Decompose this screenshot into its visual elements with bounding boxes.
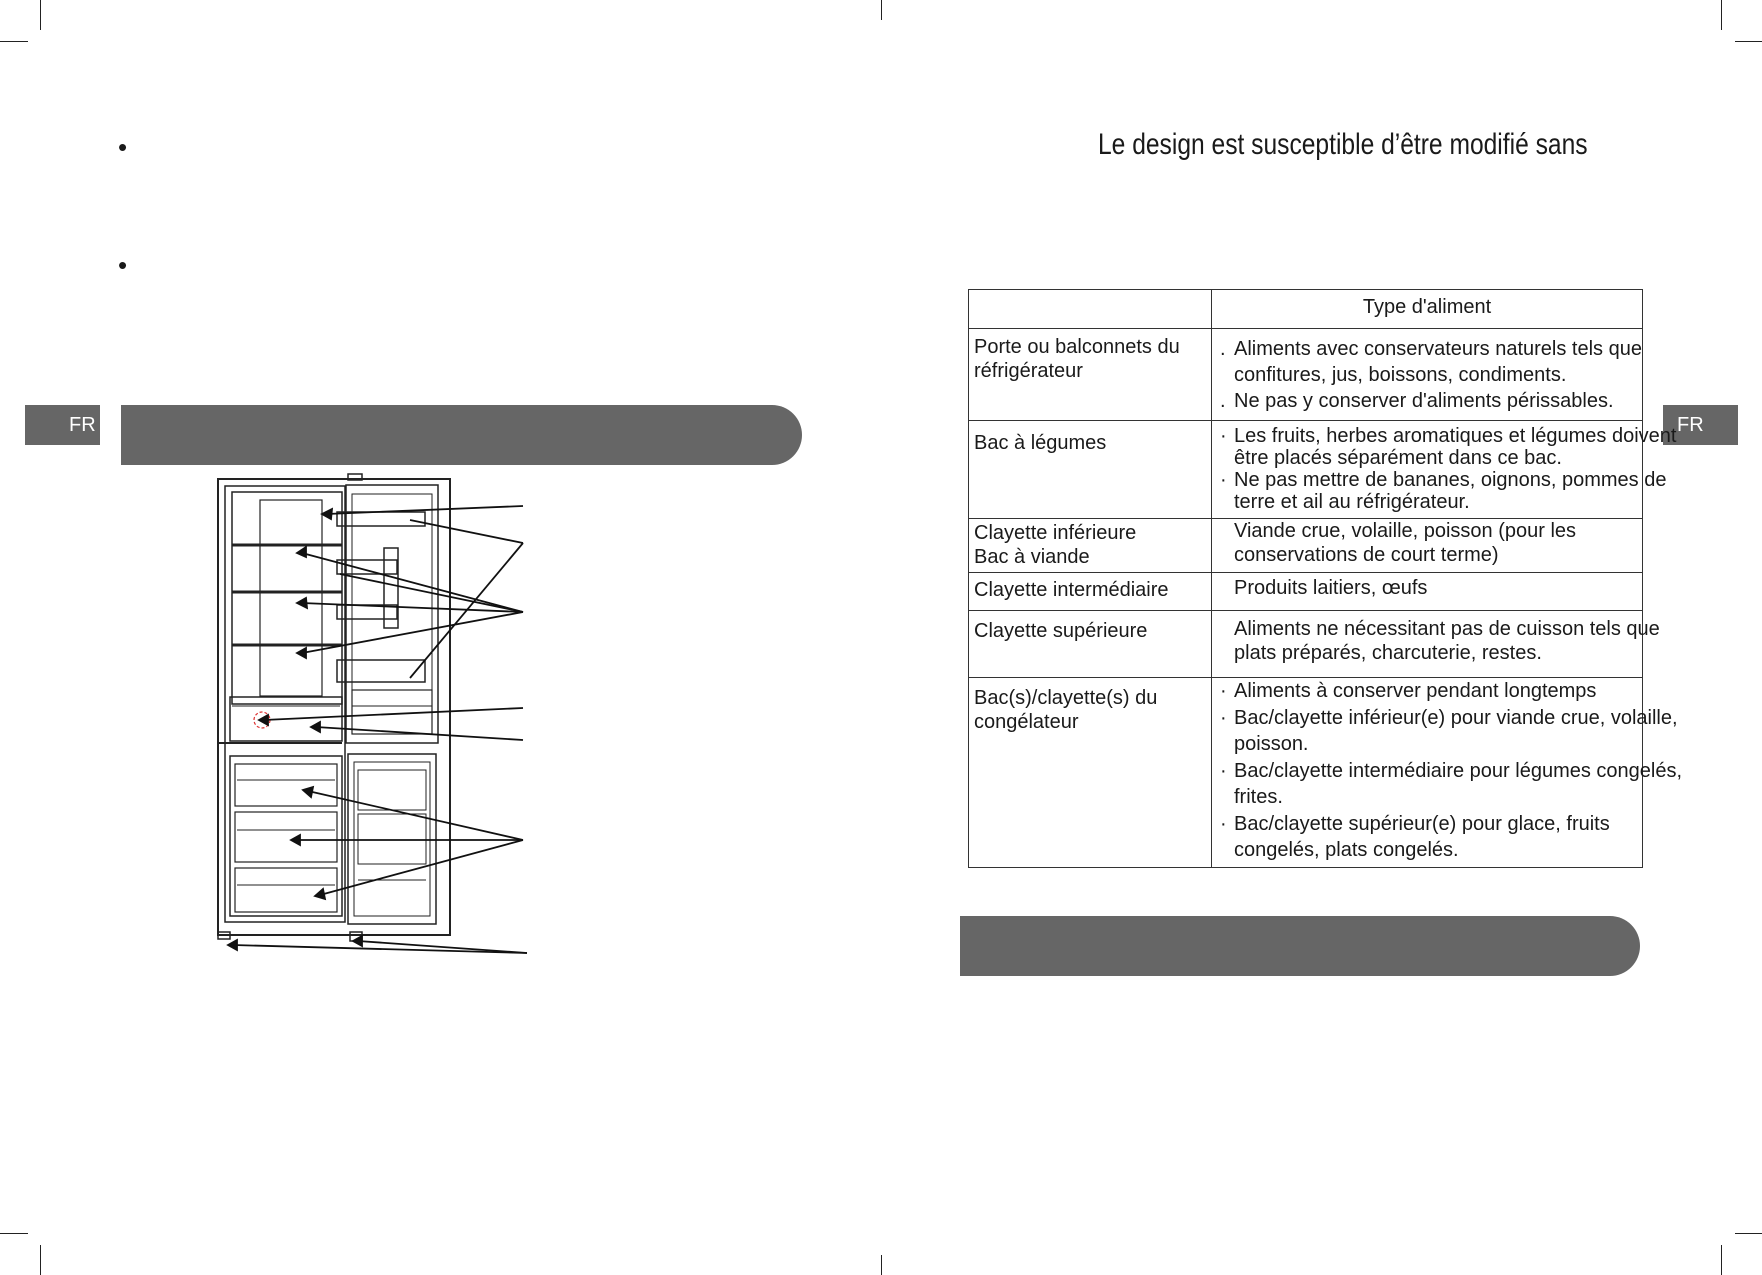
table-row: [969, 421, 1643, 519]
bullet-marker: •: [118, 250, 128, 280]
food-type: · Aliments à conserver pendant longtemps · Bac/clayette inférieur(e) pour viande crue, volaille, poisson. · Bac/clayette intermédiaire pour légumes congelés, frites. · Bac/clayette supérieur(e) pour glace, fruits congelés, plats congelés.: [1212, 678, 1643, 868]
food-type: . Aliments avec conservateurs naturels tels que confitures, jus, boissons, condiments. . Ne pas y conserver d'aliments périssables.: [1212, 329, 1643, 421]
language-tab-left: FR: [25, 405, 100, 445]
table-row: [969, 611, 1643, 678]
design-change-notice: Le design est susceptible d’être modifié sans: [1098, 128, 1588, 161]
storage-location: Clayette inférieure Bac à viande: [969, 519, 1212, 573]
food-type: Produits laitiers, œufs: [1212, 573, 1643, 611]
storage-location: Porte ou balconnets du réfrigérateur: [969, 329, 1212, 421]
table-row: [969, 329, 1643, 421]
table-row: [969, 678, 1643, 868]
food-storage-table: [968, 289, 1683, 868]
header-food-type: Type d'aliment: [1212, 290, 1643, 329]
storage-location: Clayette supérieure: [969, 611, 1212, 678]
header-location: [969, 290, 1212, 329]
language-tab-right: FR: [1663, 405, 1738, 445]
table-row: [969, 519, 1643, 573]
table-row: [969, 573, 1643, 611]
storage-location: Bac à légumes: [969, 421, 1212, 519]
storage-location: Clayette intermédiaire: [969, 573, 1212, 611]
food-type: · Les fruits, herbes aromatiques et légumes doivent être placés séparément dans ce bac. · Ne pas mettre de bananes, oignons, pommes de terre et ail au réfrigérateur.: [1212, 421, 1643, 519]
fridge-body-outline: [218, 479, 450, 935]
food-type: Aliments ne nécessitant pas de cuisson tels que plats préparés, charcuterie, restes.: [1212, 611, 1643, 678]
table-header-row: [969, 290, 1643, 329]
bullet-marker: •: [118, 132, 128, 162]
storage-location: Bac(s)/clayette(s) du congélateur: [969, 678, 1212, 868]
food-type: Viande crue, volaille, poisson (pour les conservations de court terme): [1212, 519, 1643, 573]
